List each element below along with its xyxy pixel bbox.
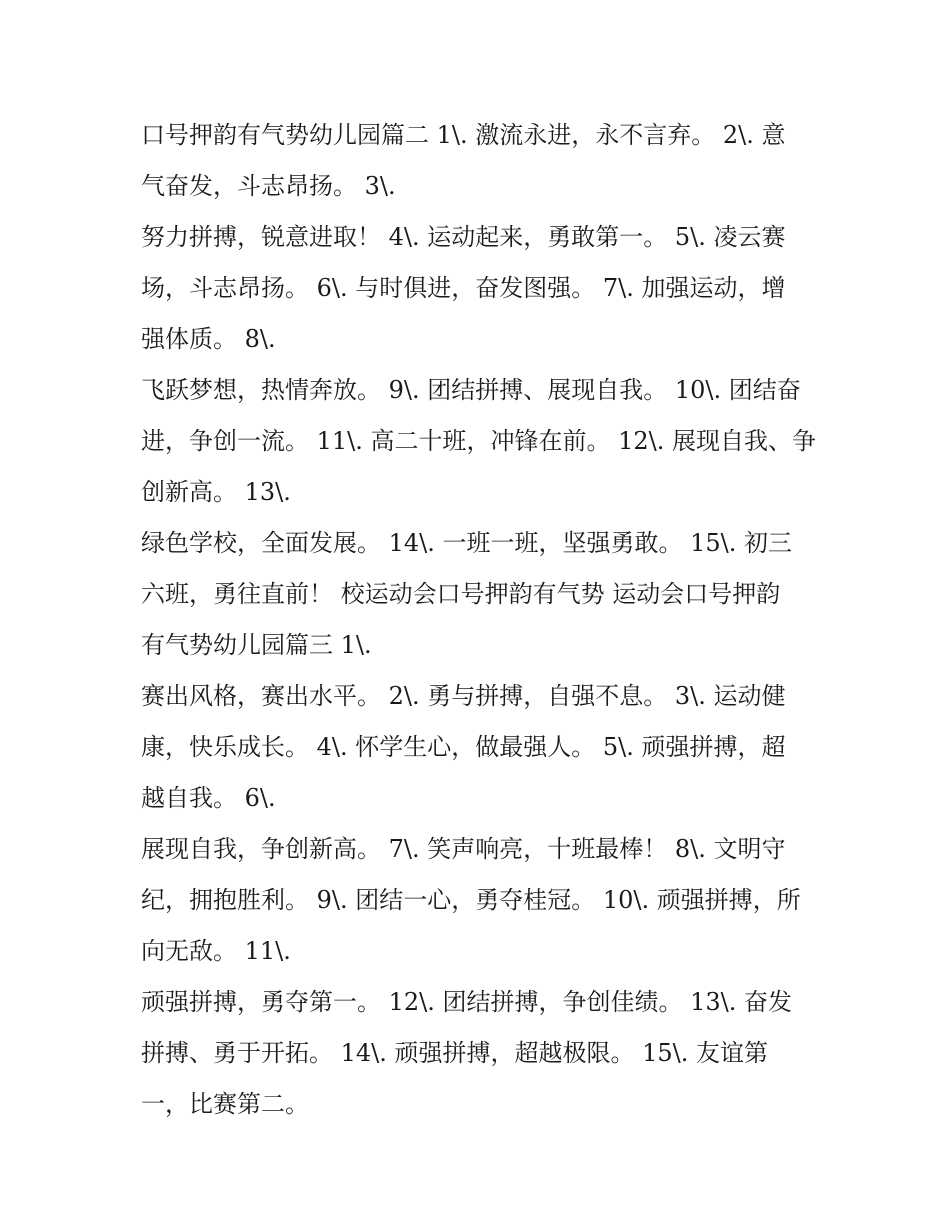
text-line: 越自我。 6\. <box>141 784 276 812</box>
text-line: 有气势幼儿园篇三 1\. <box>141 631 372 659</box>
document-body <box>141 110 821 1130</box>
text-line: 飞跃梦想，热情奔放。 9\. 团结拼搏、展现自我。 10\. 团结奋 <box>141 376 801 404</box>
text-line: 康，快乐成长。 4\. 怀学生心，做最强人。 5\. 顽强拼搏，超 <box>141 733 786 761</box>
text-line: 创新高。 13\. <box>141 478 291 506</box>
text-line: 展现自我，争创新高。 7\. 笑声响亮，十班最棒！ 8\. 文明守 <box>141 835 786 863</box>
text-line: 顽强拼搏，勇夺第一。 12\. 团结拼搏，争创佳绩。 13\. 奋发 <box>141 988 793 1016</box>
text-line: 六班，勇往直前！ 校运动会口号押韵有气势 运动会口号押韵 <box>141 580 781 608</box>
text-line: 向无敌。 11\. <box>141 937 291 965</box>
text-line: 气奋发，斗志昂扬。 3\. <box>141 172 396 200</box>
text-line: 进，争创一流。 11\. 高二十班，冲锋在前。 12\. 展现自我、争 <box>141 427 817 455</box>
text-line: 场，斗志昂扬。 6\. 与时俱进，奋发图强。 7\. 加强运动，增 <box>141 274 786 302</box>
text-line: 赛出风格，赛出水平。 2\. 勇与拼搏，自强不息。 3\. 运动健 <box>141 682 786 710</box>
text-line: 拼搏、勇于开拓。 14\. 顽强拼搏，超越极限。 15\. 友谊第 <box>141 1039 769 1067</box>
text-line: 努力拼搏，锐意进取！ 4\. 运动起来，勇敢第一。 5\. 凌云赛 <box>141 223 786 251</box>
text-line: 强体质。 8\. <box>141 325 276 353</box>
text-line: 一，比赛第二。 <box>141 1090 309 1118</box>
text-line: 绿色学校，全面发展。 14\. 一班一班，坚强勇敢。 15\. 初三 <box>141 529 793 557</box>
text-line: 纪，拥抱胜利。 9\. 团结一心，勇夺桂冠。 10\. 顽强拼搏，所 <box>141 886 801 914</box>
text-line: 口号押韵有气势幼儿园篇二 1\. 激流永进，永不言弃。 2\. 意 <box>141 121 786 149</box>
